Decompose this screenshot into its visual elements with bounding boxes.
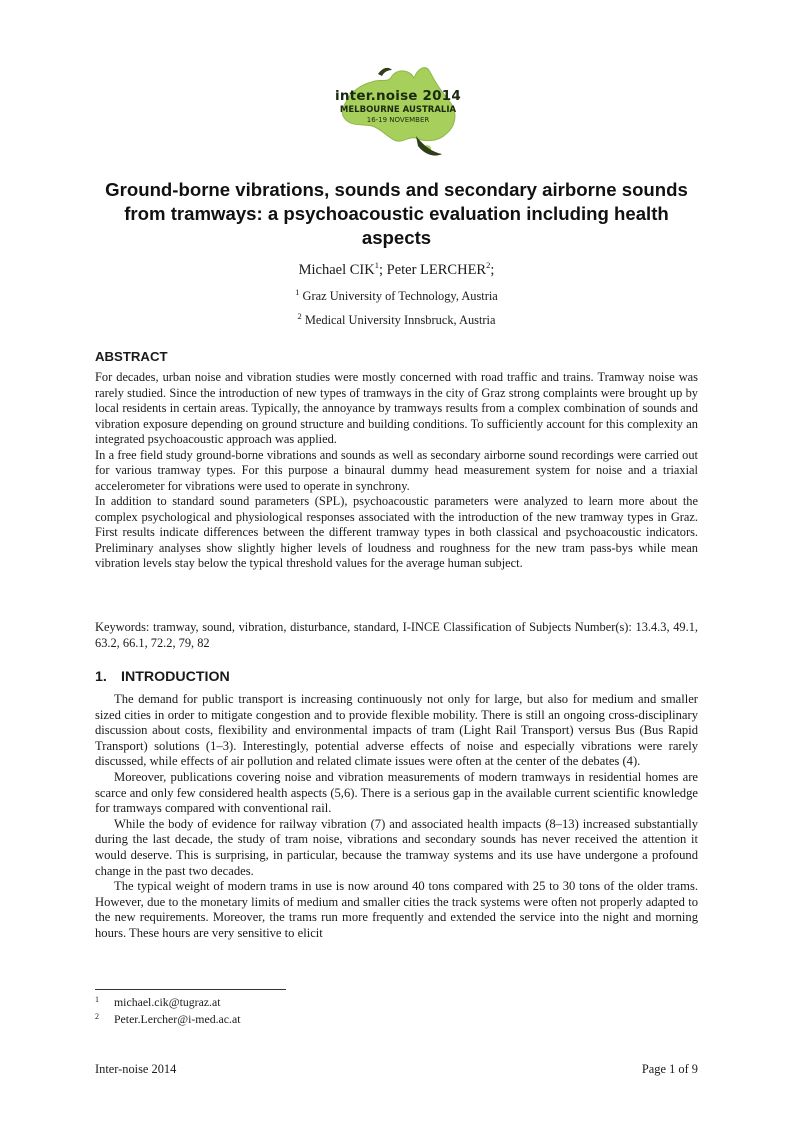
footnote — [95, 995, 221, 1010]
author-name: Peter LERCHER — [386, 262, 487, 278]
keywords — [95, 620, 698, 651]
author-separator: ; — [490, 262, 495, 278]
body-paragraph: Moreover, publications covering noise and vibration measurements of modern tramways in residential homes are scarce and only few considered health aspects (5,6). There is a serious gap in the available current scientific knowledge for tramways compared with conventional rail. — [95, 769, 698, 816]
abstract-body — [95, 370, 698, 572]
logo-location: MELBOURNE AUSTRALIA — [339, 105, 457, 115]
affiliation — [96, 286, 697, 304]
paper-title: Ground-borne vibrations, sounds and secondary airborne sounds from tramways: a psychoacoustic evaluation including health aspects — [105, 179, 688, 248]
footnote — [95, 1012, 240, 1027]
author-separator: ; — [378, 262, 387, 278]
affiliation — [96, 310, 697, 328]
author-name: Michael CIK — [298, 262, 375, 278]
body-paragraph: The demand for public transport is increasing continuously not only for large, but also for medium and smaller sized cities in order to mitigate congestion and to provide flexible mobility. There is still an ongoing cross-disciplinary discussion about costs, flexibility and environmental impacts of tram (Light Rail Transport) versus Bus (Bus Rapid Transport) solutions (1–3). Interestingly, potential adverse effects of noise and especially vibrations were rarely discussed, while effects of air pollution and related climate issues were often at the center of the debates (4). — [95, 692, 698, 769]
keywords-text: Keywords: tramway, sound, vibration, disturbance, standard, I-INCE Classification of Subjects Number(s): 13.4.3, 49.1, 63.2, 66.1, 72.2, 79, 82 — [95, 620, 698, 650]
author-affiliation-mark: 1 — [374, 260, 379, 271]
body-paragraph: While the body of evidence for railway vibration (7) and associated health impacts (8–13) increased substantially during the last decade, the study of tram noise, vibrations and secondary sounds has never received the attention it would deserve. This is surprising, in particular, because the tramway systems and its use have undergone a profound change in the past two decades. — [95, 816, 698, 878]
affiliation-mark: 2 — [297, 310, 302, 321]
affiliation-mark: 1 — [295, 286, 300, 297]
footer-conference: Inter-noise 2014 — [95, 1062, 177, 1076]
section-heading — [95, 669, 230, 685]
author-affiliation-mark: 2 — [486, 260, 491, 271]
footnote-mark: 2 — [95, 1012, 99, 1021]
conference-logo — [328, 62, 468, 166]
introduction-body — [95, 692, 698, 942]
footer-page-number: Page 1 of 9 — [641, 1062, 698, 1076]
body-paragraph: The typical weight of modern trams in use is now around 40 tons compared with 25 to 30 tons of the older trams. However, due to the monetary limits of medium and smaller cities the track systems were often not properly adapted to the new requirements. Moreover, the trams run more frequently and extended the service into the night and morning hours. These hours are very sensitive to elicit — [95, 879, 698, 940]
footnote-email[interactable]: Peter.Lercher@i-med.ac.at — [114, 1012, 241, 1026]
logo-dates: 16-19 NOVEMBER — [366, 116, 430, 124]
author-list — [96, 262, 697, 279]
abstract-heading: ABSTRACT — [95, 349, 168, 364]
abstract-paragraph: For decades, urban noise and vibration studies were mostly concerned with road traffic and trains. Tramway noise was rarely studied. Since the introduction of new types of tramways in the city of Graz strong complaints were brought up by local residents in certain areas. Typically, the annoyance by tramways results from a complex combination of sounds and vibration exposure depending on ground structure and building conditions. To sufficiently account for this complexity an integrated psychoacoustic approach was applied. — [95, 370, 698, 446]
footnote-divider — [95, 989, 286, 990]
section-title: INTRODUCTION — [121, 669, 230, 685]
section-number: 1. — [95, 669, 107, 685]
footnote-mark: 1 — [95, 995, 99, 1004]
abstract-paragraph: In a free field study ground-borne vibrations and sounds as well as secondary airborne sound recordings were carried out for various tramway types. For this purpose a binaural dummy head measurement system for noise and a triaxial accelerometer for vibrations were used to operate in synchrony. — [95, 447, 698, 493]
logo-title: inter.noise 2014 — [335, 88, 461, 104]
footnote-email[interactable]: michael.cik@tugraz.at — [114, 995, 221, 1009]
affiliation-text: Graz University of Technology, Austria — [302, 289, 498, 303]
abstract-paragraph: In addition to standard sound parameters (SPL), psychoacoustic parameters were analyzed to learn more about the complex psychological and physiological responses associated with the introduction of the new tramway types in Graz. First results indicate differences between the different tramway types in both classical and psychoacoustic indicators. Preliminary analyses show slightly higher levels of loudness and roughness for the new tram pass-bys while mean vibration levels stay below the typical threshold values for the average human subject. — [95, 494, 698, 570]
affiliation-text: Medical University Innsbruck, Austria — [304, 313, 496, 327]
